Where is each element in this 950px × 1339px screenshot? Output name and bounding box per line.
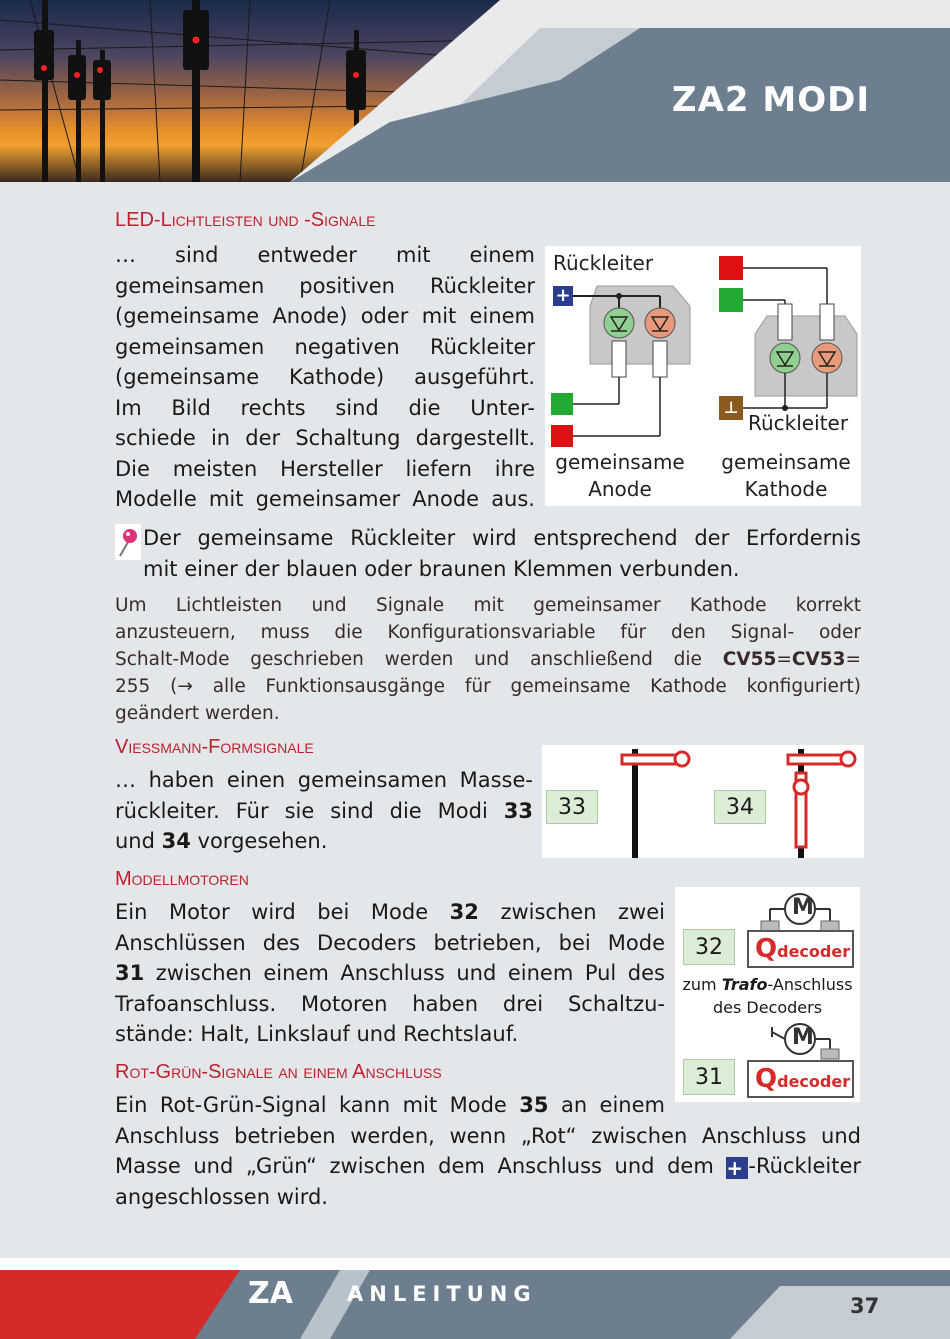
label-kathode-line-1: gemeinsame: [721, 450, 851, 474]
viessmann-line-2: [115, 796, 533, 827]
cathode-config-paragraph: [115, 592, 861, 727]
config-line-1: Um Lichtleisten und Signale mit gemeinsamer Kathode korrekt: [115, 595, 861, 616]
mode-box-34: 34: [714, 790, 766, 824]
label-rueckleiter-left: Rückleiter: [553, 251, 654, 275]
led-line-2: gemeinsamen positiven Rückleiter: [115, 273, 535, 298]
led-line-8: Die meisten Hersteller liefern ihre: [115, 456, 535, 481]
motors-line-3: [115, 958, 665, 989]
decoder-text-top: decoder: [777, 942, 851, 961]
section-heading-viessmann: Viessmann-Formsignale: [115, 736, 314, 758]
motors-line-4: Trafoanschluss. Motoren haben drei Schaltzu-: [115, 991, 665, 1016]
led-line-5: (gemeinsame Kathode) ausgeführt.: [115, 365, 535, 389]
config-line-4: 255 (→ alle Funktionsausgänge für gemeinsame Kathode konfiguriert): [115, 676, 861, 697]
motor-icon-bottom: M: [792, 1025, 814, 1050]
red-green-paragraph: [115, 1090, 861, 1212]
section-heading-red-green: Rot-Grün-Signale an einem Anschluss: [115, 1061, 442, 1083]
page-title: ZA2 MODI: [671, 80, 870, 120]
motors-line-1: [115, 897, 665, 928]
viessmann-line-1: … haben einen gemeinsamen Masse-: [115, 768, 533, 792]
trafo-note-c: -Anschluss: [767, 975, 853, 994]
decoder-q-bottom: Q: [755, 1064, 778, 1094]
mode-box-33: 33: [546, 790, 598, 824]
motors-line-1-c: zwischen zwei: [478, 900, 665, 924]
led-line-6: Im Bild rechts sind die Unter-: [115, 395, 535, 420]
trafo-note-a: zum: [682, 975, 722, 994]
motors-line-3-b: zwischen einem Anschluss und einem Pul des: [144, 961, 665, 985]
led-line-9: Modelle mit gemeinsamer Anode aus.: [115, 487, 535, 511]
section-heading-led: LED-Lichtleisten und -Signale: [115, 209, 376, 231]
ground-terminal-icon: ⊥: [723, 398, 739, 417]
plus-terminal-inline-icon: +: [726, 1157, 748, 1179]
page-number: 37: [850, 1294, 880, 1318]
red-green-line-3: [115, 1151, 861, 1182]
red-green-line-1-c: an einem: [548, 1093, 665, 1117]
equals-1: =: [776, 649, 792, 670]
red-green-line-3-a: Masse und „Grün“ zwischen dem Anschluss und dem: [115, 1154, 727, 1178]
motors-line-5: stände: Halt, Linkslauf und Rechtslauf.: [115, 1022, 519, 1046]
trafo-note-line-2: des Decoders: [712, 998, 823, 1017]
motors-line-2: Anschlüssen des Decoders betrieben, bei Mode: [115, 930, 665, 955]
label-rueckleiter-right: Rückleiter: [748, 411, 849, 435]
mode-box-32: 32: [683, 929, 735, 965]
label-kathode-line-2: Kathode: [744, 477, 828, 501]
viessmann-paragraph: [115, 765, 533, 857]
equals-2: =: [845, 649, 861, 670]
led-line-4: gemeinsamen negativen Rückleiter: [115, 334, 535, 359]
page-header: [0, 0, 950, 182]
led-line-1: … sind entweder mit einem: [115, 243, 535, 267]
mode-33-bold: 33: [503, 798, 533, 823]
motor-wiring-diagram: [675, 887, 860, 1102]
tip-line-2: mit einer der blauen oder braunen Klemmen verbunden.: [143, 557, 740, 581]
section-heading-motors: Modellmotoren: [115, 868, 249, 890]
form-signal-diagram: [542, 745, 864, 858]
viessmann-line-3: [115, 826, 533, 857]
viessmann-line-2-text: rückleiter. Für sie sind die Modi: [115, 798, 504, 823]
cv55-label: CV55: [722, 649, 777, 670]
motors-line-1-a: Ein Motor wird bei Mode: [115, 900, 450, 924]
red-green-line-2: Anschluss betrieben werden, wenn „Rot“ zwischen Anschluss und: [115, 1123, 861, 1148]
led-paragraph: [115, 240, 535, 515]
config-line-2: anzusteuern, muss die Konfigurationsvariable für den Signal- oder: [115, 622, 861, 643]
tip-line-1: Der gemeinsame Rückleiter wird entsprechend der Erfordernis: [143, 526, 861, 550]
label-anode-line-1: gemeinsame: [555, 450, 685, 474]
cv53-label: CV53: [791, 649, 846, 670]
trafo-note: [675, 973, 860, 1019]
motors-paragraph: [115, 897, 665, 1050]
trafo-note-b: Trafo: [721, 975, 768, 994]
led-line-7: schiede in der Schaltung dargestellt.: [115, 426, 535, 450]
viessmann-line-3-c: vorgesehen.: [190, 829, 328, 853]
page-footer: [0, 1258, 950, 1339]
footer-anleitung-label: ANLEITUNG: [347, 1282, 537, 1306]
label-kathode: [711, 449, 861, 503]
led-line-3: (gemeinsame Anode) oder mit einem: [115, 304, 535, 328]
footer-za-label: ZA: [248, 1276, 293, 1311]
label-anode-line-2: Anode: [588, 477, 652, 501]
plus-terminal-icon: +: [555, 285, 571, 306]
mode-31-bold: 31: [115, 961, 145, 985]
mode-32-bold: 32: [449, 900, 479, 924]
led-wiring-diagram: [545, 246, 861, 506]
red-green-line-1: [115, 1090, 665, 1121]
config-line-3: [115, 646, 861, 673]
motor-icon-top: M: [792, 895, 814, 920]
decoder-text-bottom: decoder: [777, 1072, 851, 1091]
config-line-5: geändert werden.: [115, 703, 280, 724]
mode-box-31: 31: [683, 1059, 735, 1095]
red-green-line-1-a: Ein Rot-Grün-Signal kann mit Mode: [115, 1093, 520, 1117]
decoder-q-top: Q: [755, 934, 778, 964]
red-green-line-3-b: -Rückleiter: [748, 1154, 861, 1178]
pin-icon: [115, 524, 145, 564]
trafo-note-line-1: [675, 973, 860, 996]
red-green-line-4: angeschlossen wird.: [115, 1184, 328, 1209]
config-line-3-text: Schalt-Mode geschrieben werden und anschließend die: [115, 649, 723, 670]
mode-34-bold: 34: [161, 829, 191, 853]
viessmann-line-3-a: und: [115, 829, 162, 853]
label-anode: [545, 449, 695, 503]
decoder-logo-top: [755, 934, 850, 964]
mode-35-bold: 35: [519, 1093, 549, 1117]
